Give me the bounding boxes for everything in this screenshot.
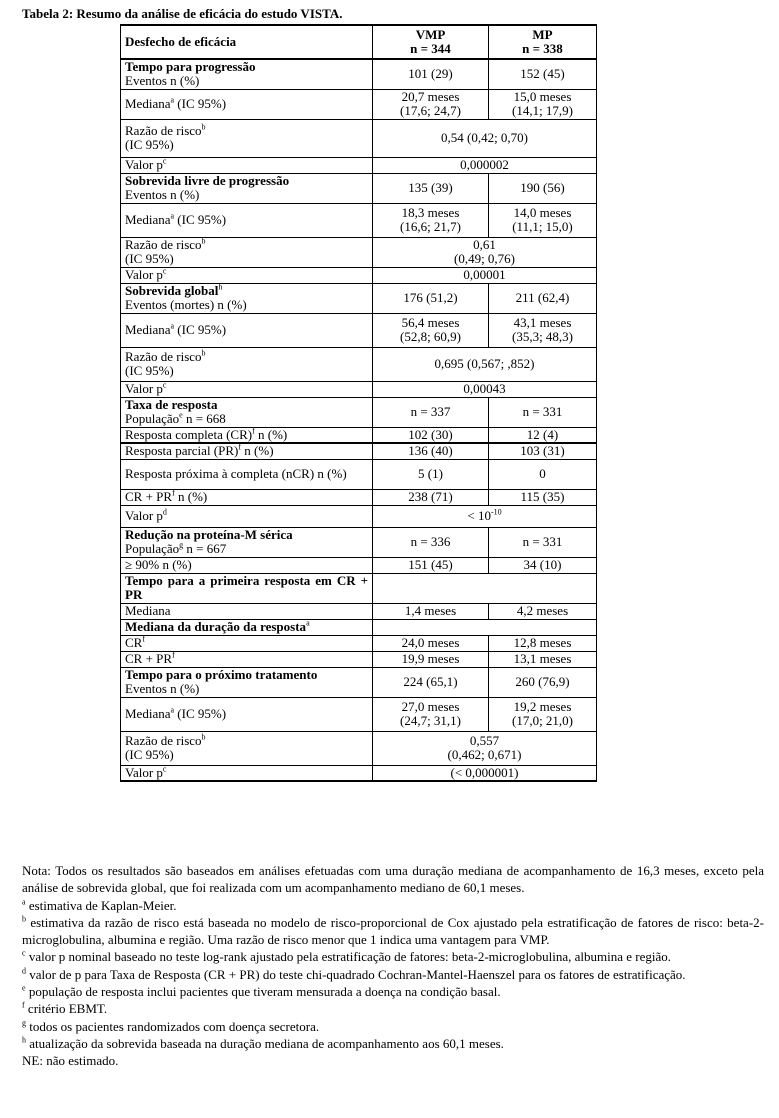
- value-cell: 20,7 meses (17,6; 24,7): [373, 89, 489, 119]
- table-row: [121, 651, 597, 667]
- footnote-a: $^a$ estimativa de Kaplan-Meier.: [22, 897, 177, 913]
- row-label-cell: Razão de risco$^b$ (IC 95%): [121, 119, 373, 157]
- value-cell: (< 0,000001): [373, 765, 597, 781]
- table-row: [121, 203, 597, 237]
- table-row: [121, 573, 597, 603]
- table-row: [121, 635, 597, 651]
- value-cell: 102 (30): [373, 427, 489, 443]
- value-cell: 224 (65,1): [373, 667, 489, 697]
- note-general: Nota: Todos os resultados são baseados em análises efetuadas com uma duração mediana de acompanhamento de 16,3 meses, exceto pela análise de sobrevida global, que foi realizada com um acompanhamento mediano de 60,1 meses.: [22, 863, 764, 896]
- value-cell: 13,1 meses: [489, 651, 597, 667]
- value-cell: 238 (71): [373, 489, 489, 505]
- value-cell: 0,61 (0,49; 0,76): [373, 237, 597, 267]
- footnote-ne: NE: não estimado.: [22, 1053, 119, 1069]
- row-label-cell: Valor $p^c$: [121, 267, 373, 283]
- header-endpoint: Desfecho de eficácia: [121, 25, 373, 59]
- value-cell: < $10^{-10}$: [373, 505, 597, 527]
- value-cell: 151 (45): [373, 557, 489, 573]
- value-cell: 14,0 meses (11,1; 15,0): [489, 203, 597, 237]
- table-row: [121, 267, 597, 283]
- table-row: [121, 619, 597, 635]
- row-label-cell: Mediana$^a$ (IC 95%): [121, 203, 373, 237]
- row-label-cell: Taxa de resposta População$^e$ n = 668: [121, 397, 373, 427]
- table-row: [121, 157, 597, 173]
- table-row: [121, 459, 597, 489]
- footnote-h: $^h$ atualização da sobrevida baseada na duração mediana de acompanhamento aos 60,1 meses.: [22, 1035, 504, 1051]
- row-label-cell: Valor $p^c$: [121, 157, 373, 173]
- row-label-cell: ≥ 90% n (%): [121, 557, 373, 573]
- value-cell: 135 (39): [373, 173, 489, 203]
- value-cell: 12 (4): [489, 427, 597, 443]
- table-row: [121, 283, 597, 313]
- row-label-cell: Sobrevida livre de progressão Eventos n (%): [121, 173, 373, 203]
- value-cell: 152 (45): [489, 59, 597, 89]
- value-cell: 115 (35): [489, 489, 597, 505]
- row-label-cell: Tempo para a primeira resposta em CR + PR: [121, 573, 373, 603]
- row-label-cell: Resposta completa (CR)$^f$ n (%): [121, 427, 373, 443]
- value-cell: 176 (51,2): [373, 283, 489, 313]
- value-cell: 0,000002: [373, 157, 597, 173]
- table-caption: Tabela 2: Resumo da análise de eficácia do estudo VISTA.: [22, 6, 343, 21]
- value-cell: 34 (10): [489, 557, 597, 573]
- row-label-cell: CR + $PR^f$ n (%): [121, 489, 373, 505]
- footnote-e: $^e$ população de resposta inclui pacientes que tiveram mensurada a doença na condição basal.: [22, 983, 501, 1000]
- table-row: [121, 527, 597, 557]
- table-row: [121, 89, 597, 119]
- table-row: [121, 59, 597, 89]
- row-label-cell: Redução na proteína-M sérica População$^g$ n = 667: [121, 527, 373, 557]
- value-cell: [373, 573, 597, 603]
- row-label-cell: Razão de risco$^b$ (IC 95%): [121, 731, 373, 765]
- table-row: [121, 557, 597, 573]
- row-label-cell: Valor $p^c$: [121, 765, 373, 781]
- row-label-cell: Mediana: [121, 603, 373, 619]
- value-cell: 0,00043: [373, 381, 597, 397]
- table-row: [121, 381, 597, 397]
- row-label-cell: Razão de risco$^b$ (IC 95%): [121, 347, 373, 381]
- row-label-cell: $CR^f$: [121, 635, 373, 651]
- value-cell: 136 (40): [373, 443, 489, 459]
- table-row: [121, 347, 597, 381]
- table-row: [121, 489, 597, 505]
- table-row: [121, 173, 597, 203]
- value-cell: 260 (76,9): [489, 667, 597, 697]
- table-row: [121, 603, 597, 619]
- row-label-cell: Valor $p^d$: [121, 505, 373, 527]
- row-label-cell: Valor $p^c$: [121, 381, 373, 397]
- value-cell: 43,1 meses (35,3; 48,3): [489, 313, 597, 347]
- row-label-cell: Razão de risco$^b$ (IC 95%): [121, 237, 373, 267]
- value-cell: 0,54 (0,42; 0,70): [373, 119, 597, 157]
- value-cell: n = 331: [489, 527, 597, 557]
- value-cell: n = 337: [373, 397, 489, 427]
- table-row: [121, 505, 597, 527]
- table-row: [121, 397, 597, 427]
- header-vmp: VMP n = 344: [373, 25, 489, 59]
- value-cell: 0: [489, 459, 597, 489]
- footnotes: [22, 862, 764, 1070]
- value-cell: 56,4 meses (52,8; 60,9): [373, 313, 489, 347]
- table-row: [121, 765, 597, 781]
- value-cell: 19,9 meses: [373, 651, 489, 667]
- header-mp: MP n = 338: [489, 25, 597, 59]
- value-cell: 0,00001: [373, 267, 597, 283]
- table-row: [121, 443, 597, 459]
- row-label-cell: Resposta próxima à completa (nCR) n (%): [121, 459, 373, 489]
- value-cell: 101 (29): [373, 59, 489, 89]
- table-row: [121, 427, 597, 443]
- row-label-cell: Mediana$^a$ (IC 95%): [121, 697, 373, 731]
- footnote-c: $^c$ valor p nominal baseado no teste log-rank ajustado pela estratificação de fatores: beta-2-microglobulina, albumina e região.: [22, 949, 671, 965]
- value-cell: 1,4 meses: [373, 603, 489, 619]
- header-row: [121, 25, 597, 59]
- table-row: [121, 731, 597, 765]
- row-label-cell: Mediana da duração da resposta$^a$: [121, 619, 373, 635]
- table-row: [121, 697, 597, 731]
- value-cell: 211 (62,4): [489, 283, 597, 313]
- value-cell: 0,695 (0,567; ,852): [373, 347, 597, 381]
- value-cell: 18,3 meses (16,6; 21,7): [373, 203, 489, 237]
- row-label-cell: Mediana$^a$ (IC 95%): [121, 313, 373, 347]
- value-cell: 15,0 meses (14,1; 17,9): [489, 89, 597, 119]
- footnote-f: $^f$ critério EBMT.: [22, 1001, 108, 1017]
- efficacy-table: [120, 24, 597, 782]
- value-cell: 19,2 meses (17,0; 21,0): [489, 697, 597, 731]
- value-cell: [373, 619, 597, 635]
- value-cell: 12,8 meses: [489, 635, 597, 651]
- value-cell: 5 (1): [373, 459, 489, 489]
- value-cell: 4,2 meses: [489, 603, 597, 619]
- table-row: [121, 119, 597, 157]
- value-cell: 27,0 meses (24,7; 31,1): [373, 697, 489, 731]
- value-cell: 103 (31): [489, 443, 597, 459]
- value-cell: 0,557 (0,462; 0,671): [373, 731, 597, 765]
- table-row: [121, 313, 597, 347]
- table-row: [121, 667, 597, 697]
- row-label-cell: CR + $PR^f$: [121, 651, 373, 667]
- row-label-cell: Sobrevida global$^h$ Eventos (mortes) n (%): [121, 283, 373, 313]
- footnote-d: $^d$ valor de p para Taxa de Resposta (CR + PR) do teste chi-quadrado Cochran-Mantel-Haenszel para os fatores de estratificação.: [22, 966, 686, 982]
- table-row: [121, 237, 597, 267]
- value-cell: n = 331: [489, 397, 597, 427]
- value-cell: 190 (56): [489, 173, 597, 203]
- value-cell: 24,0 meses: [373, 635, 489, 651]
- row-label-cell: Tempo para o próximo tratamento Eventos n (%): [121, 667, 373, 697]
- row-label-cell: Resposta parcial (PR)$^f$ n (%): [121, 443, 373, 459]
- row-label-cell: Mediana$^a$ (IC 95%): [121, 89, 373, 119]
- footnote-b: $^b$ estimativa da razão de risco está baseada no modelo de risco-proporcional de Cox ajustado pela estratificação de fatores de risco: beta-2-microglobulina, albumina e região. Uma razão de risco menor que 1 indica uma vantagem para VMP.: [22, 914, 764, 948]
- row-label-cell: Tempo para progressão Eventos n (%): [121, 59, 373, 89]
- value-cell: n = 336: [373, 527, 489, 557]
- footnote-g: $^g$ todos os pacientes randomizados com doença secretora.: [22, 1018, 320, 1034]
